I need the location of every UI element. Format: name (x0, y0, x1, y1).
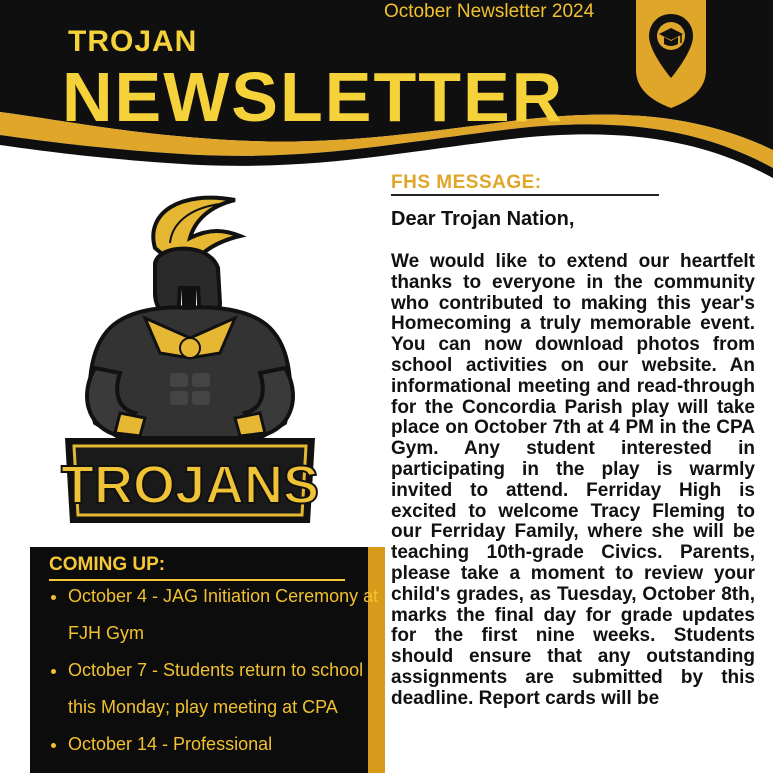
event-item: • October 7 - Students return to school this Monday; play meeting at CPA (68, 652, 386, 726)
message-salutation: Dear Trojan Nation, (391, 208, 575, 230)
event-item: • October 14 - Professional (68, 726, 386, 763)
graduation-cap-pin-icon (636, 0, 706, 108)
newsletter-date: October Newsletter 2024 (384, 1, 595, 22)
event-item: • October 4 - JAG Initiation Ceremony at FJH Gym (68, 578, 386, 652)
coming-up-title: COMING UP: (49, 554, 166, 575)
mascot-logo-text: TROJANS (60, 455, 320, 515)
brand-title-small: TROJAN (68, 25, 198, 58)
message-title: FHS MESSAGE: (391, 172, 542, 193)
event-list (44, 578, 386, 763)
brand-title-large: NEWSLETTER (62, 58, 565, 136)
message-body: We would like to extend our heartfelt thanks to everyone in the community who contributed to making this year's Homecoming a truly memorable event. You can now download photos from school activities on our website. An informational meeting and read-through for the Concordia Parish play will take place on October 7th at 4 PM in the CPA Gym. Any student interested in participating in the play is warmly invited to attend. Ferriday High is excited to welcome Tracy Fleming to our Ferriday Family, where she will be teaching 10th-grade Civics. Parents, please take a moment to review your child's grades, as Tuesday, October 8th, marks the final day for grade updates for the first nine weeks. Students should ensure that any outstanding assignments are submitted by this deadline. Report cards will be (391, 251, 755, 709)
message-title-divider (391, 194, 659, 196)
trojan-mascot-logo (60, 188, 320, 533)
